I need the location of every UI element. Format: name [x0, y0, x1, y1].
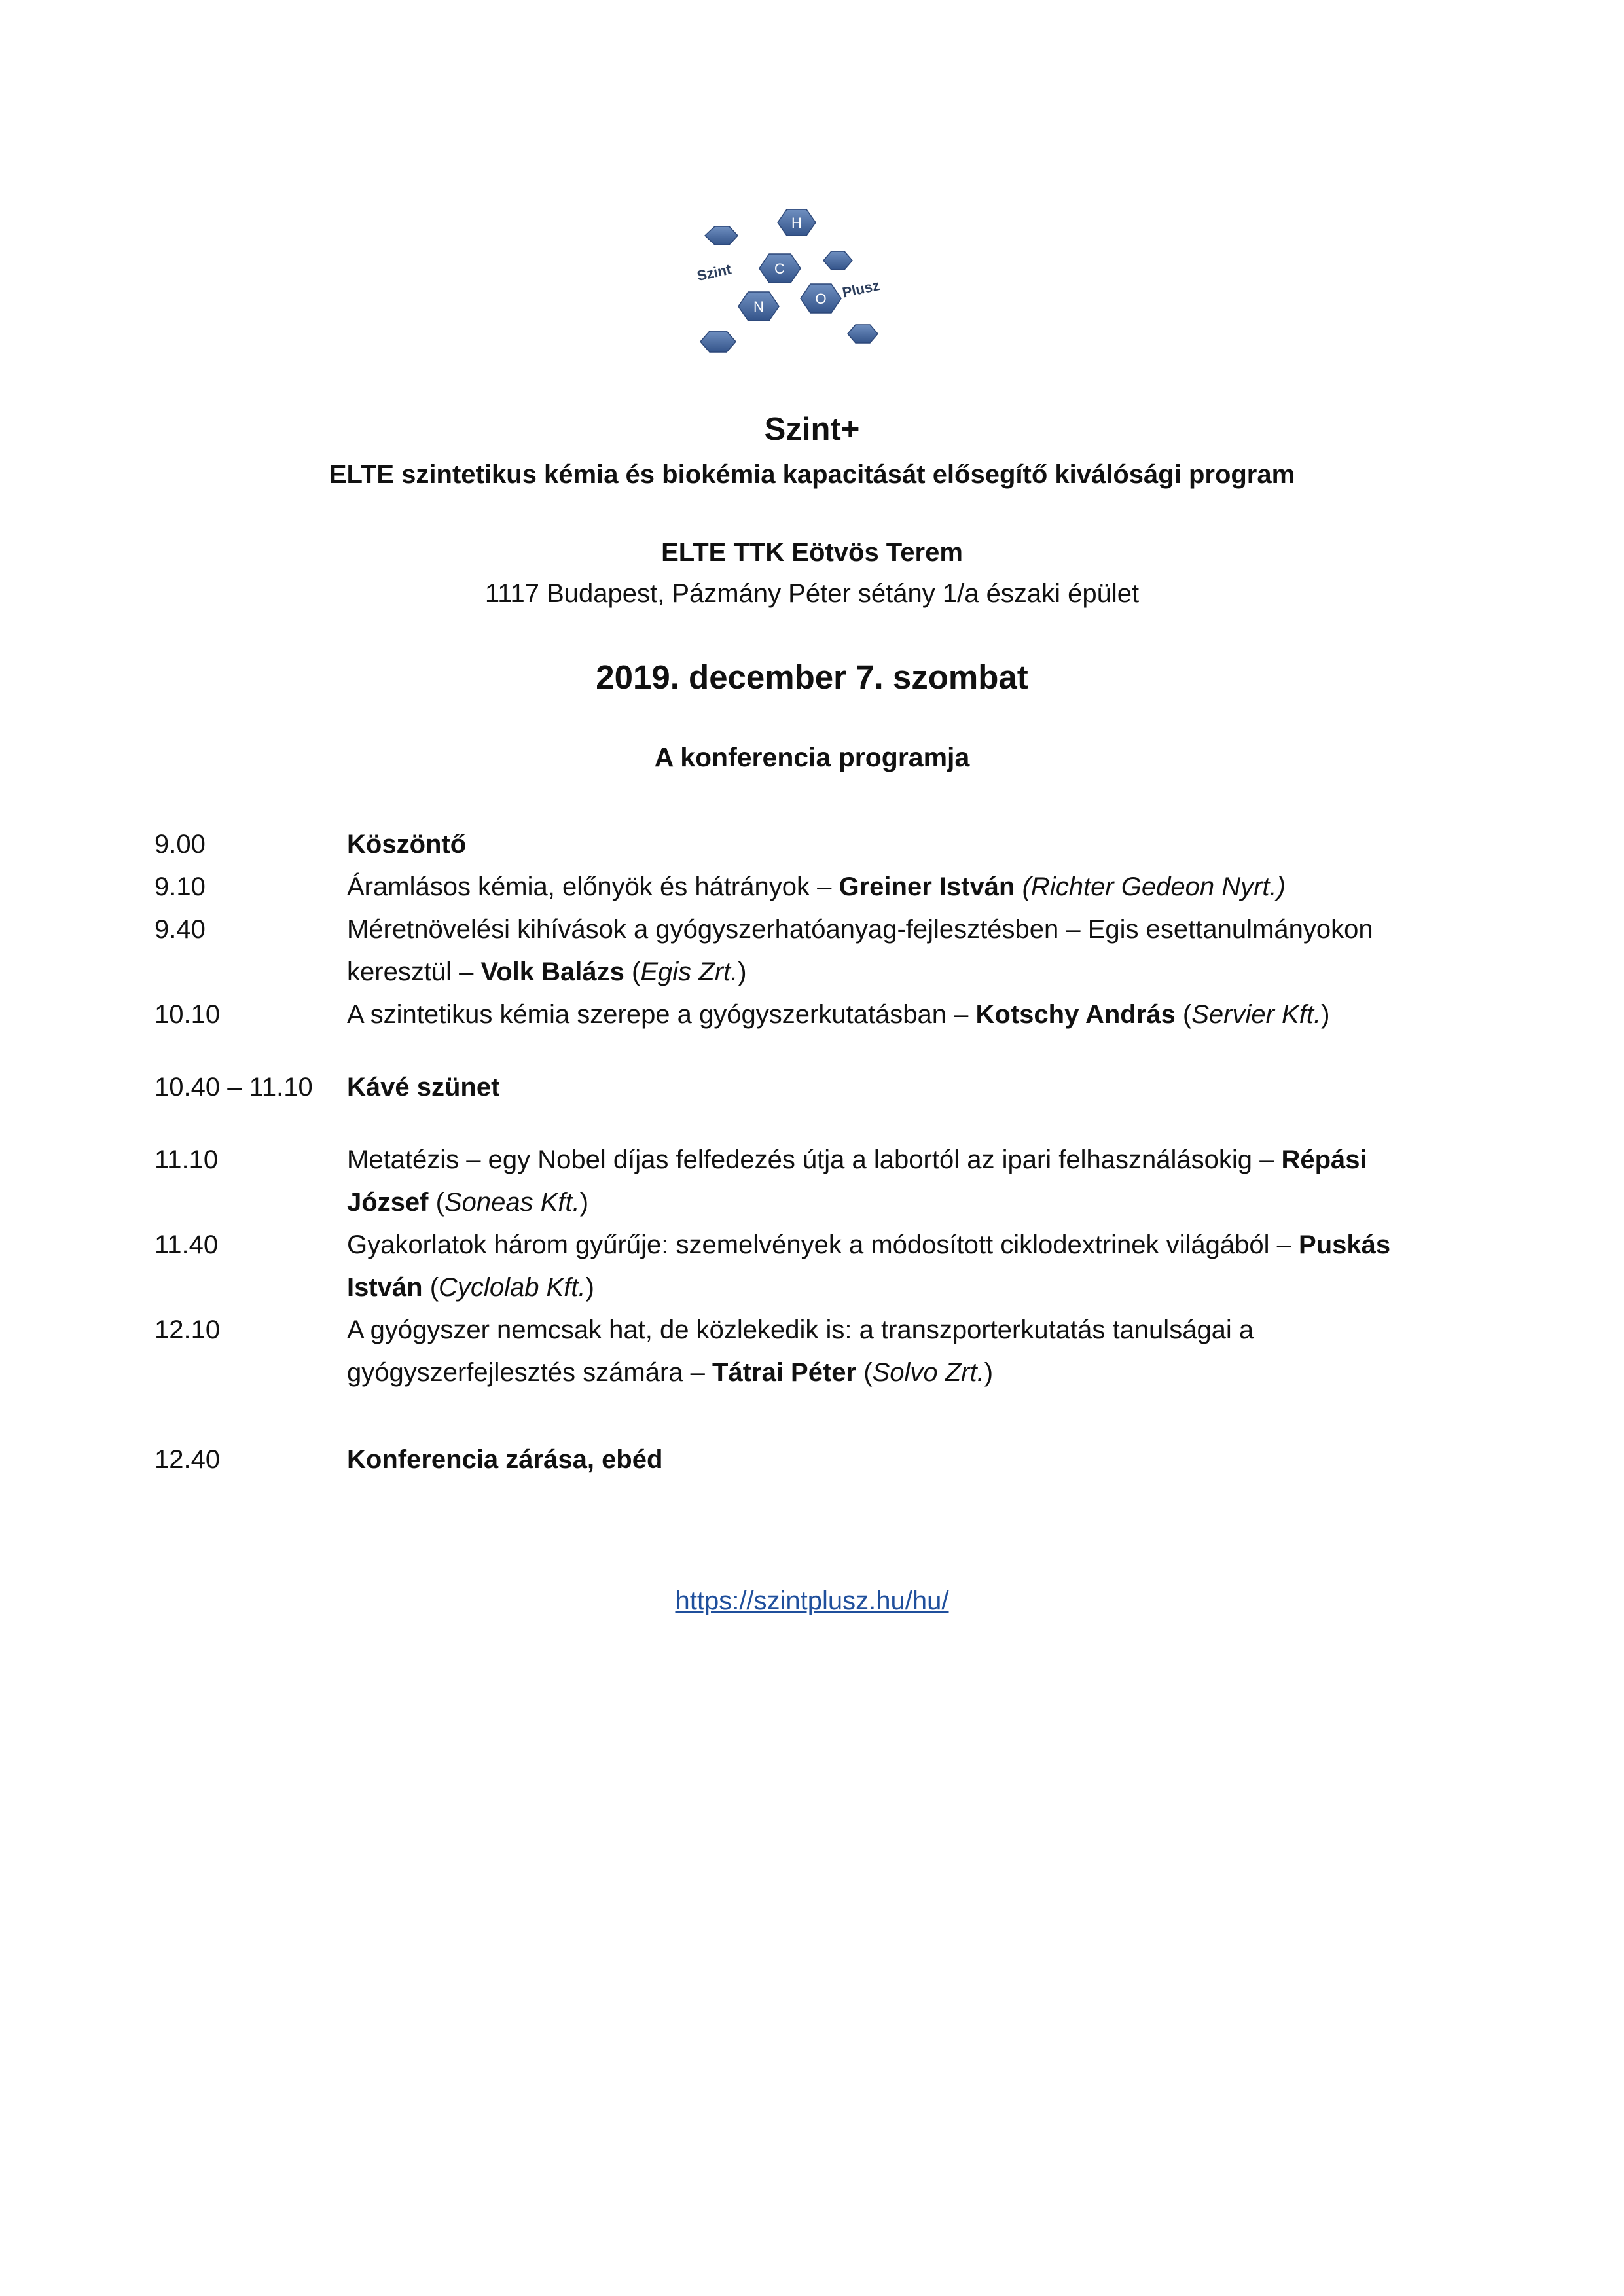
program-time: 12.40 [154, 1445, 221, 1474]
speaker-organization: Cyclolab Kft. [439, 1273, 586, 1302]
paren-open: ( [428, 1188, 444, 1217]
paren-open: ( [856, 1358, 873, 1387]
speaker-organization: Soneas Kft. [444, 1188, 580, 1217]
event-date: 2019. december 7. szombat [596, 658, 1028, 696]
speaker-name: Volk Balázs [480, 958, 624, 986]
program-description [347, 823, 1453, 866]
program-item [154, 823, 1464, 866]
paren-close: ) [1321, 1000, 1330, 1029]
program-item [154, 1066, 1464, 1109]
website-link[interactable]: https://szintplusz.hu/hu/ [675, 1587, 949, 1615]
program-time: 10.10 [154, 1000, 221, 1029]
paren-close: ) [585, 1273, 594, 1302]
program-title: Áramlásos kémia, előnyök és hátrányok – [347, 872, 839, 901]
program-time: 10.40 – 11.10 [154, 1073, 313, 1102]
program-time: 9.00 [154, 830, 206, 859]
speaker-organization: Egis Zrt. [640, 958, 738, 986]
logo-letter-c: C [774, 260, 785, 277]
program-time: 9.10 [154, 872, 206, 901]
program-time: 9.40 [154, 915, 206, 944]
logo-word-plusz: Plusz [840, 277, 881, 301]
szint-plusz-logo [674, 203, 949, 367]
program-description [347, 1224, 1453, 1309]
program-item [154, 908, 1464, 994]
program-time: 11.10 [154, 1145, 219, 1174]
program-item [154, 866, 1464, 908]
venue-address: 1117 Budapest, Pázmány Péter sétány 1/a északi épület [484, 579, 1140, 608]
program-time: 11.40 [154, 1230, 219, 1259]
program-title: Gyakorlatok három gyűrűje: szemelvények a módosított ciklodextrinek világából – [347, 1230, 1299, 1259]
program-description [347, 1066, 1453, 1109]
speaker-name: Répási József [347, 1145, 1367, 1217]
speaker-organization: (Richter Gedeon Nyrt.) [1022, 872, 1286, 901]
venue-name: ELTE TTK Eötvös Terem [661, 538, 963, 567]
program-title: A szintetikus kémia szerepe a gyógyszerkutatásban – [347, 1000, 976, 1029]
document-subtitle: ELTE szintetikus kémia és biokémia kapacitását elősegítő kiválósági program [329, 460, 1295, 489]
program-title: Méretnövelési kihívások a gyógyszerhatóanyag-fejlesztésben – Egis esettanulmányokon keresztül – [347, 915, 1373, 986]
speaker-name: Tátrai Péter [712, 1358, 857, 1387]
program-description [347, 1439, 1453, 1481]
program-time: 12.10 [154, 1316, 221, 1344]
separator [1015, 872, 1022, 901]
speaker-name: Puskás István [347, 1230, 1391, 1302]
program-list [154, 823, 1464, 1481]
paren-open: ( [422, 1273, 439, 1302]
program-title: Konferencia zárása, ebéd [347, 1445, 663, 1474]
logo-letter-h: H [791, 215, 802, 231]
paren-open: ( [624, 958, 641, 986]
paren-close: ) [579, 1188, 589, 1217]
program-item [154, 1224, 1464, 1309]
program-description [347, 1139, 1453, 1224]
program-title: Kávé szünet [347, 1073, 500, 1102]
paren-close: ) [738, 958, 747, 986]
program-item [154, 994, 1464, 1036]
program-title: Metatézis – egy Nobel díjas felfedezés útja a labortól az ipari felhasználásokig – [347, 1145, 1282, 1174]
program-description [347, 908, 1453, 994]
program-item [154, 1439, 1464, 1481]
program-item [154, 1139, 1464, 1224]
program-title: A gyógyszer nemcsak hat, de közlekedik is: a transzporterkutatás tanulságai a gyógyszerfejlesztés számára – [347, 1316, 1254, 1387]
logo-hex-small [848, 325, 878, 343]
program-description [347, 1309, 1453, 1394]
footer [0, 1587, 1624, 1616]
speaker-name: Greiner István [839, 872, 1015, 901]
program-description [347, 994, 1453, 1036]
speaker-organization: Servier Kft. [1191, 1000, 1322, 1029]
speaker-organization: Solvo Zrt. [872, 1358, 984, 1387]
logo-word-szint: Szint [695, 260, 733, 284]
program-description [347, 866, 1453, 908]
program-heading: A konferencia programja [654, 742, 970, 772]
document-title: Szint+ [764, 412, 860, 447]
logo-hex-small [823, 251, 852, 270]
logo-letter-n: N [753, 298, 764, 315]
program-item [154, 1309, 1464, 1394]
logo-letter-o: O [815, 291, 827, 307]
logo-hex-small [700, 331, 736, 352]
program-title: Köszöntő [347, 830, 467, 859]
paren-open: ( [1175, 1000, 1192, 1029]
paren-close: ) [984, 1358, 994, 1387]
logo-hex-small [705, 226, 738, 245]
speaker-name: Kotschy András [975, 1000, 1176, 1029]
